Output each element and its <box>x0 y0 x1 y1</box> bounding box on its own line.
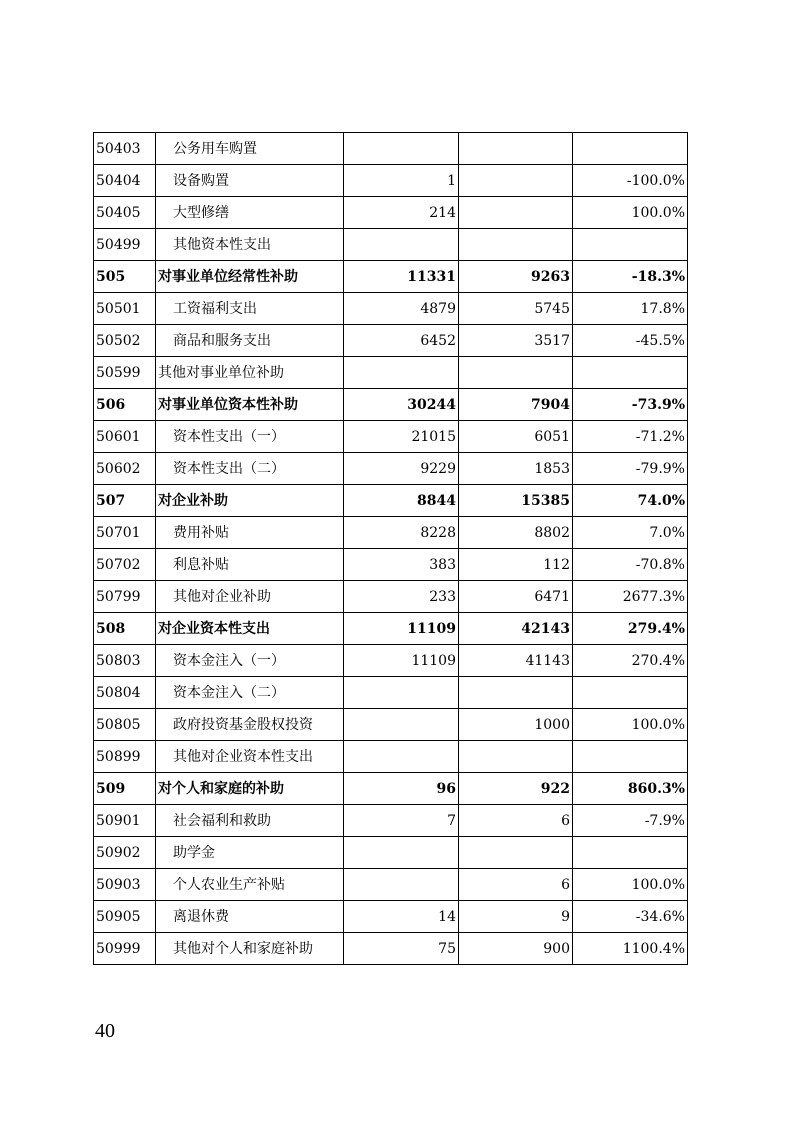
value-2-cell: 1000 <box>459 709 573 741</box>
code-cell: 50702 <box>94 549 156 581</box>
change-percent-cell: 270.4% <box>573 645 688 677</box>
budget-table <box>93 132 688 965</box>
value-1-cell: 6452 <box>344 325 459 357</box>
item-name-cell: 对企业资本性支出 <box>156 613 344 645</box>
code-cell: 506 <box>94 389 156 421</box>
table-row <box>94 901 688 933</box>
change-percent-cell <box>573 357 688 389</box>
change-percent-cell: 1100.4% <box>573 933 688 965</box>
value-1-cell <box>344 869 459 901</box>
change-percent-cell: -7.9% <box>573 805 688 837</box>
value-1-cell: 233 <box>344 581 459 613</box>
value-1-cell: 8844 <box>344 485 459 517</box>
table-row <box>94 805 688 837</box>
code-cell: 50805 <box>94 709 156 741</box>
value-2-cell: 6 <box>459 805 573 837</box>
item-name-cell: 对事业单位经常性补助 <box>156 261 344 293</box>
code-cell: 509 <box>94 773 156 805</box>
value-2-cell <box>459 837 573 869</box>
value-1-cell: 4879 <box>344 293 459 325</box>
value-1-cell: 96 <box>344 773 459 805</box>
change-percent-cell: 100.0% <box>573 709 688 741</box>
code-cell: 50903 <box>94 869 156 901</box>
value-2-cell <box>459 357 573 389</box>
table-row <box>94 549 688 581</box>
code-cell: 50901 <box>94 805 156 837</box>
item-name-cell: 大型修缮 <box>156 197 344 229</box>
page-number: 40 <box>95 1020 115 1042</box>
table-row <box>94 613 688 645</box>
item-name-cell: 对个人和家庭的补助 <box>156 773 344 805</box>
table-row <box>94 229 688 261</box>
change-percent-cell: -18.3% <box>573 261 688 293</box>
table-row <box>94 165 688 197</box>
table-row <box>94 677 688 709</box>
value-1-cell <box>344 677 459 709</box>
code-cell: 507 <box>94 485 156 517</box>
value-1-cell: 9229 <box>344 453 459 485</box>
change-percent-cell: -79.9% <box>573 453 688 485</box>
code-cell: 50899 <box>94 741 156 773</box>
table-row <box>94 709 688 741</box>
value-2-cell: 6051 <box>459 421 573 453</box>
value-2-cell: 9 <box>459 901 573 933</box>
value-2-cell: 900 <box>459 933 573 965</box>
code-cell: 50599 <box>94 357 156 389</box>
item-name-cell: 助学金 <box>156 837 344 869</box>
table-row <box>94 261 688 293</box>
value-1-cell <box>344 357 459 389</box>
item-name-cell: 对企业补助 <box>156 485 344 517</box>
table-row <box>94 741 688 773</box>
code-cell: 50601 <box>94 421 156 453</box>
item-name-cell: 资本性支出（二） <box>156 453 344 485</box>
item-name-cell: 政府投资基金股权投资 <box>156 709 344 741</box>
item-name-cell: 其他对企业资本性支出 <box>156 741 344 773</box>
change-percent-cell: 860.3% <box>573 773 688 805</box>
table-row <box>94 389 688 421</box>
table-row <box>94 293 688 325</box>
change-percent-cell: -34.6% <box>573 901 688 933</box>
change-percent-cell: 100.0% <box>573 197 688 229</box>
table-row <box>94 357 688 389</box>
value-2-cell: 6471 <box>459 581 573 613</box>
code-cell: 50403 <box>94 133 156 165</box>
change-percent-cell <box>573 133 688 165</box>
value-1-cell <box>344 229 459 261</box>
budget-table-body <box>94 133 688 965</box>
value-1-cell: 214 <box>344 197 459 229</box>
value-1-cell <box>344 741 459 773</box>
change-percent-cell <box>573 837 688 869</box>
item-name-cell: 离退休费 <box>156 901 344 933</box>
value-1-cell: 75 <box>344 933 459 965</box>
code-cell: 505 <box>94 261 156 293</box>
code-cell: 508 <box>94 613 156 645</box>
value-1-cell: 30244 <box>344 389 459 421</box>
change-percent-cell: 279.4% <box>573 613 688 645</box>
code-cell: 50804 <box>94 677 156 709</box>
change-percent-cell: 17.8% <box>573 293 688 325</box>
change-percent-cell: 7.0% <box>573 517 688 549</box>
value-2-cell: 1853 <box>459 453 573 485</box>
table-row <box>94 645 688 677</box>
value-1-cell: 21015 <box>344 421 459 453</box>
change-percent-cell <box>573 741 688 773</box>
change-percent-cell: 74.0% <box>573 485 688 517</box>
code-cell: 50501 <box>94 293 156 325</box>
table-row <box>94 517 688 549</box>
code-cell: 50905 <box>94 901 156 933</box>
table-row <box>94 485 688 517</box>
item-name-cell: 资本性支出（一） <box>156 421 344 453</box>
item-name-cell: 资本金注入（一） <box>156 645 344 677</box>
value-2-cell: 922 <box>459 773 573 805</box>
table-row <box>94 421 688 453</box>
value-1-cell: 7 <box>344 805 459 837</box>
value-2-cell <box>459 165 573 197</box>
value-2-cell: 5745 <box>459 293 573 325</box>
value-2-cell: 7904 <box>459 389 573 421</box>
table-row <box>94 869 688 901</box>
table-row <box>94 773 688 805</box>
code-cell: 50803 <box>94 645 156 677</box>
value-1-cell <box>344 837 459 869</box>
item-name-cell: 商品和服务支出 <box>156 325 344 357</box>
code-cell: 50602 <box>94 453 156 485</box>
value-1-cell <box>344 133 459 165</box>
table-row <box>94 837 688 869</box>
change-percent-cell: -71.2% <box>573 421 688 453</box>
value-2-cell <box>459 677 573 709</box>
code-cell: 50405 <box>94 197 156 229</box>
value-2-cell: 9263 <box>459 261 573 293</box>
code-cell: 50799 <box>94 581 156 613</box>
item-name-cell: 费用补贴 <box>156 517 344 549</box>
value-2-cell: 42143 <box>459 613 573 645</box>
item-name-cell: 对事业单位资本性补助 <box>156 389 344 421</box>
value-1-cell: 11109 <box>344 645 459 677</box>
value-2-cell: 8802 <box>459 517 573 549</box>
code-cell: 50701 <box>94 517 156 549</box>
change-percent-cell <box>573 229 688 261</box>
change-percent-cell: -100.0% <box>573 165 688 197</box>
item-name-cell: 工资福利支出 <box>156 293 344 325</box>
item-name-cell: 其他资本性支出 <box>156 229 344 261</box>
value-2-cell <box>459 133 573 165</box>
table-row <box>94 325 688 357</box>
item-name-cell: 个人农业生产补贴 <box>156 869 344 901</box>
code-cell: 50902 <box>94 837 156 869</box>
change-percent-cell: 2677.3% <box>573 581 688 613</box>
value-2-cell: 3517 <box>459 325 573 357</box>
change-percent-cell: 100.0% <box>573 869 688 901</box>
code-cell: 50404 <box>94 165 156 197</box>
item-name-cell: 资本金注入（二） <box>156 677 344 709</box>
table-row <box>94 197 688 229</box>
table-row <box>94 581 688 613</box>
value-1-cell: 14 <box>344 901 459 933</box>
value-2-cell <box>459 197 573 229</box>
value-1-cell: 383 <box>344 549 459 581</box>
table-row <box>94 933 688 965</box>
table-row <box>94 453 688 485</box>
code-cell: 50499 <box>94 229 156 261</box>
item-name-cell: 其他对个人和家庭补助 <box>156 933 344 965</box>
item-name-cell: 其他对事业单位补助 <box>156 357 344 389</box>
value-2-cell: 41143 <box>459 645 573 677</box>
value-2-cell <box>459 741 573 773</box>
value-1-cell: 11109 <box>344 613 459 645</box>
value-1-cell: 8228 <box>344 517 459 549</box>
value-1-cell: 11331 <box>344 261 459 293</box>
change-percent-cell: -73.9% <box>573 389 688 421</box>
item-name-cell: 其他对企业补助 <box>156 581 344 613</box>
table-row <box>94 133 688 165</box>
value-2-cell: 112 <box>459 549 573 581</box>
item-name-cell: 设备购置 <box>156 165 344 197</box>
value-1-cell: 1 <box>344 165 459 197</box>
value-2-cell: 15385 <box>459 485 573 517</box>
code-cell: 50999 <box>94 933 156 965</box>
change-percent-cell <box>573 677 688 709</box>
item-name-cell: 利息补贴 <box>156 549 344 581</box>
item-name-cell: 公务用车购置 <box>156 133 344 165</box>
value-2-cell: 6 <box>459 869 573 901</box>
change-percent-cell: -45.5% <box>573 325 688 357</box>
value-2-cell <box>459 229 573 261</box>
item-name-cell: 社会福利和救助 <box>156 805 344 837</box>
code-cell: 50502 <box>94 325 156 357</box>
value-1-cell <box>344 709 459 741</box>
change-percent-cell: -70.8% <box>573 549 688 581</box>
